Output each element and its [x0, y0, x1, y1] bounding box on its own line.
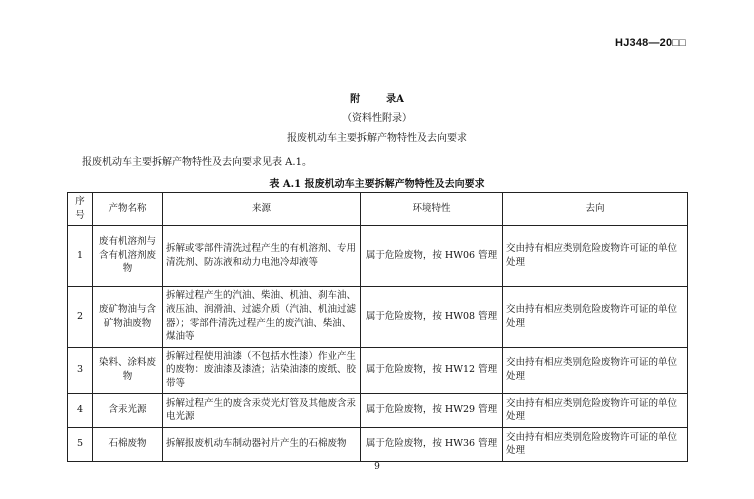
cell-destination: 交由持有相应类别危险废物许可证的单位处理: [503, 427, 688, 461]
table-row: [68, 347, 688, 393]
cell-source: 拆解过程使用油漆（不包括水性漆）作业产生的废物：废油漆及漆渣；沾染油漆的废纸、胶带等: [163, 347, 361, 393]
intro-paragraph: 报废机动车主要拆解产物特性及去向要求见表 A.1。: [82, 157, 312, 168]
cell-source: 拆解过程产生的汽油、柴油、机油、刹车油、液压油、润滑油、过滤介质（汽油、机油过滤器）；零部件清洗过程产生的废汽油、柴油、煤油等: [163, 286, 361, 347]
cell-number: 4: [68, 393, 93, 427]
table-row: [68, 225, 688, 286]
cell-product-name: 废有机溶剂与含有机溶剂废物: [93, 225, 163, 286]
cell-source: 拆解过程产生的废含汞荧光灯管及其他废含汞电光源: [163, 393, 361, 427]
table-row: [68, 393, 688, 427]
header-env-characteristics: 环境特性: [361, 193, 503, 226]
cell-product-name: 含汞光源: [93, 393, 163, 427]
cell-source: 拆解或零部件清洗过程产生的有机溶剂、专用清洗剂、防冻液和动力电池冷却液等: [163, 225, 361, 286]
header-destination: 去向: [503, 193, 688, 226]
header-number: 序号: [68, 193, 93, 226]
appendix-title-left: 附: [350, 94, 361, 105]
table-row: [68, 286, 688, 347]
cell-env-characteristics: 属于危险废物，按 HW06 管理: [361, 225, 503, 286]
cell-product-name: 染料、涂料废物: [93, 347, 163, 393]
document-code: HJ348—20□□: [615, 37, 686, 49]
page-number: 9: [374, 462, 380, 472]
cell-number: 3: [68, 347, 93, 393]
table-header-row: [68, 193, 688, 226]
cell-source: 拆解报废机动车制动器衬片产生的石棉废物: [163, 427, 361, 461]
cell-product-name: 废矿物油与含矿物油废物: [93, 286, 163, 347]
dismantling-products-table: [67, 192, 688, 462]
cell-destination: 交由持有相应类别危险废物许可证的单位处理: [503, 286, 688, 347]
cell-product-name: 石棉废物: [93, 427, 163, 461]
cell-env-characteristics: 属于危险废物，按 HW12 管理: [361, 347, 503, 393]
cell-env-characteristics: 属于危险废物，按 HW36 管理: [361, 427, 503, 461]
appendix-title: [0, 90, 754, 105]
cell-env-characteristics: 属于危险废物，按 HW29 管理: [361, 393, 503, 427]
cell-destination: 交由持有相应类别危险废物许可证的单位处理: [503, 393, 688, 427]
table-caption: 表 A.1 报废机动车主要拆解产物特性及去向要求: [269, 179, 485, 190]
cell-destination: 交由持有相应类别危险废物许可证的单位处理: [503, 225, 688, 286]
cell-number: 1: [68, 225, 93, 286]
cell-destination: 交由持有相应类别危险废物许可证的单位处理: [503, 347, 688, 393]
appendix-subtitle: （资料性附录）: [342, 113, 412, 124]
appendix-title-right: 录A: [386, 94, 404, 105]
header-source: 来源: [163, 193, 361, 226]
cell-number: 5: [68, 427, 93, 461]
table-row: [68, 427, 688, 461]
section-heading: 报废机动车主要拆解产物特性及去向要求: [287, 133, 467, 144]
cell-number: 2: [68, 286, 93, 347]
cell-env-characteristics: 属于危险废物，按 HW08 管理: [361, 286, 503, 347]
header-product-name: 产物名称: [93, 193, 163, 226]
